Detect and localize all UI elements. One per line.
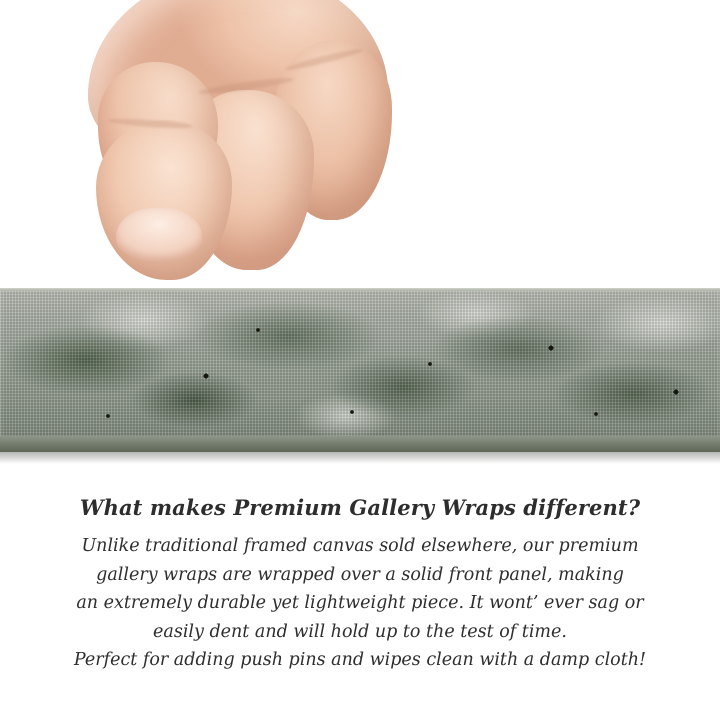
caption-body (0, 532, 720, 675)
thumb-nail (116, 208, 202, 262)
caption-title: What makes Premium Gallery Wraps different? (79, 495, 641, 520)
caption-line: gallery wraps are wrapped over a solid front panel, making (96, 564, 624, 585)
canvas-drop-shadow (0, 452, 720, 464)
caption-line: an extremely durable yet lightweight piece. It wont’ ever sag or (76, 593, 644, 614)
hand-icon (88, 0, 418, 310)
caption-line: easily dent and will hold up to the test of time. (153, 621, 567, 642)
caption-line: Perfect for adding push pins and wipes clean with a damp cloth! (73, 650, 647, 671)
canvas-wrap-strip (0, 288, 720, 448)
caption-line: Unlike traditional framed canvas sold elsewhere, our premium (81, 536, 639, 556)
caption-block (0, 495, 720, 675)
canvas-top-edge (0, 288, 720, 291)
canvas-side-edge (0, 436, 720, 452)
